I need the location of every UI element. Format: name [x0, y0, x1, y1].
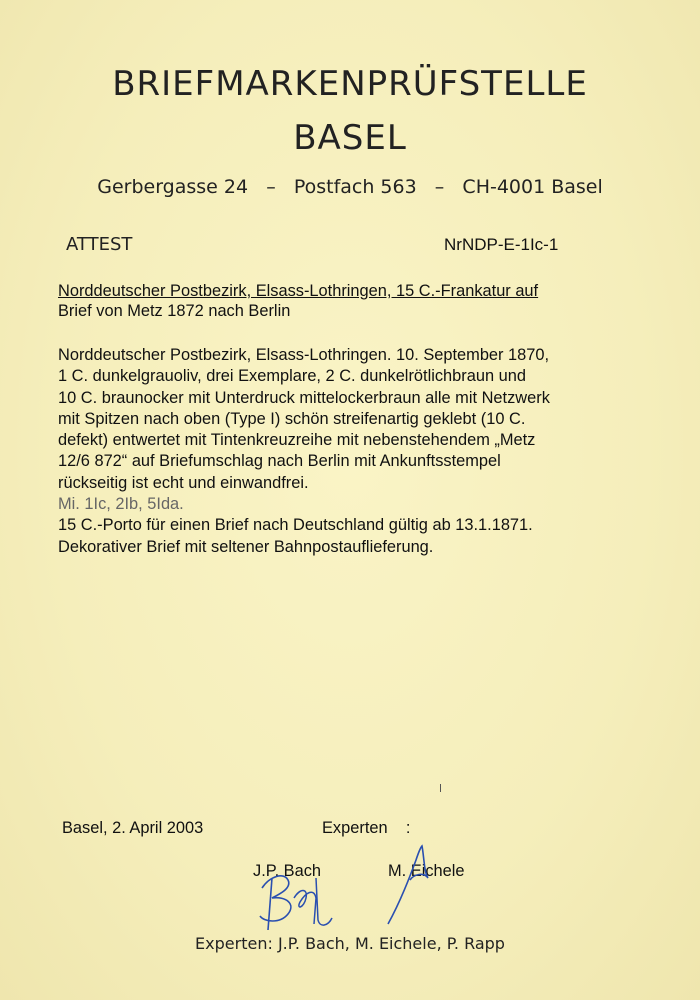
expert-name-2: M. Eichele: [388, 862, 465, 880]
place-date: Basel, 2. April 2003: [62, 819, 204, 837]
document-type: ATTEST: [66, 234, 133, 255]
document-subject: [58, 281, 658, 321]
body-line: 1 C. dunkelgrauoliv, drei Exemplare, 2 C. dunkelrötlichbraun und: [58, 367, 526, 386]
document-body: [58, 345, 658, 558]
signature-eichele: [384, 842, 444, 928]
body-line: 10 C. braunocker mit Unterdruck mittelockerbraun alle mit Netzwerk: [58, 388, 550, 407]
subject-line: Norddeutscher Postbezirk, Elsass-Lothringen, 15 C.-Frankatur auf: [58, 282, 539, 300]
footer-experts: Experten: J.P. Bach, M. Eichele, P. Rapp: [195, 934, 505, 953]
document-number: NrNDP-E-1Ic-1: [444, 235, 559, 254]
catalog-reference: Mi. 1Ic, 2Ib, 5Ida.: [58, 495, 184, 514]
header-address: Gerbergasse 24 – Postfach 563 – CH-4001 Basel: [97, 176, 603, 198]
body-line: Dekorativer Brief mit seltener Bahnpostauflieferung.: [58, 537, 434, 556]
pencil-mark: [440, 784, 441, 792]
body-line: defekt) entwertet mit Tintenkreuzreihe mit nebenstehendem „Metz: [58, 431, 536, 450]
body-line: Norddeutscher Postbezirk, Elsass-Lothringen. 10. September 1870,: [58, 346, 550, 364]
body-line: 15 C.-Porto für einen Brief nach Deutschland gültig ab 13.1.1871.: [58, 516, 533, 535]
body-line: rückseitig ist echt und einwandfrei.: [58, 473, 309, 492]
body-line: mit Spitzen nach oben (Type I) schön streifenartig geklebt (10 C.: [58, 409, 526, 428]
expert-name-1: J.P. Bach: [253, 862, 322, 880]
signature-bach: [250, 858, 340, 938]
header-city: BASEL: [293, 118, 407, 158]
experts-label: Experten :: [322, 819, 411, 837]
header-title: BRIEFMARKENPRÜFSTELLE: [112, 64, 588, 104]
subject-line: Brief von Metz 1872 nach Berlin: [58, 302, 291, 320]
body-line: 12/6 872“ auf Briefumschlag nach Berlin mit Ankunftsstempel: [58, 452, 501, 471]
